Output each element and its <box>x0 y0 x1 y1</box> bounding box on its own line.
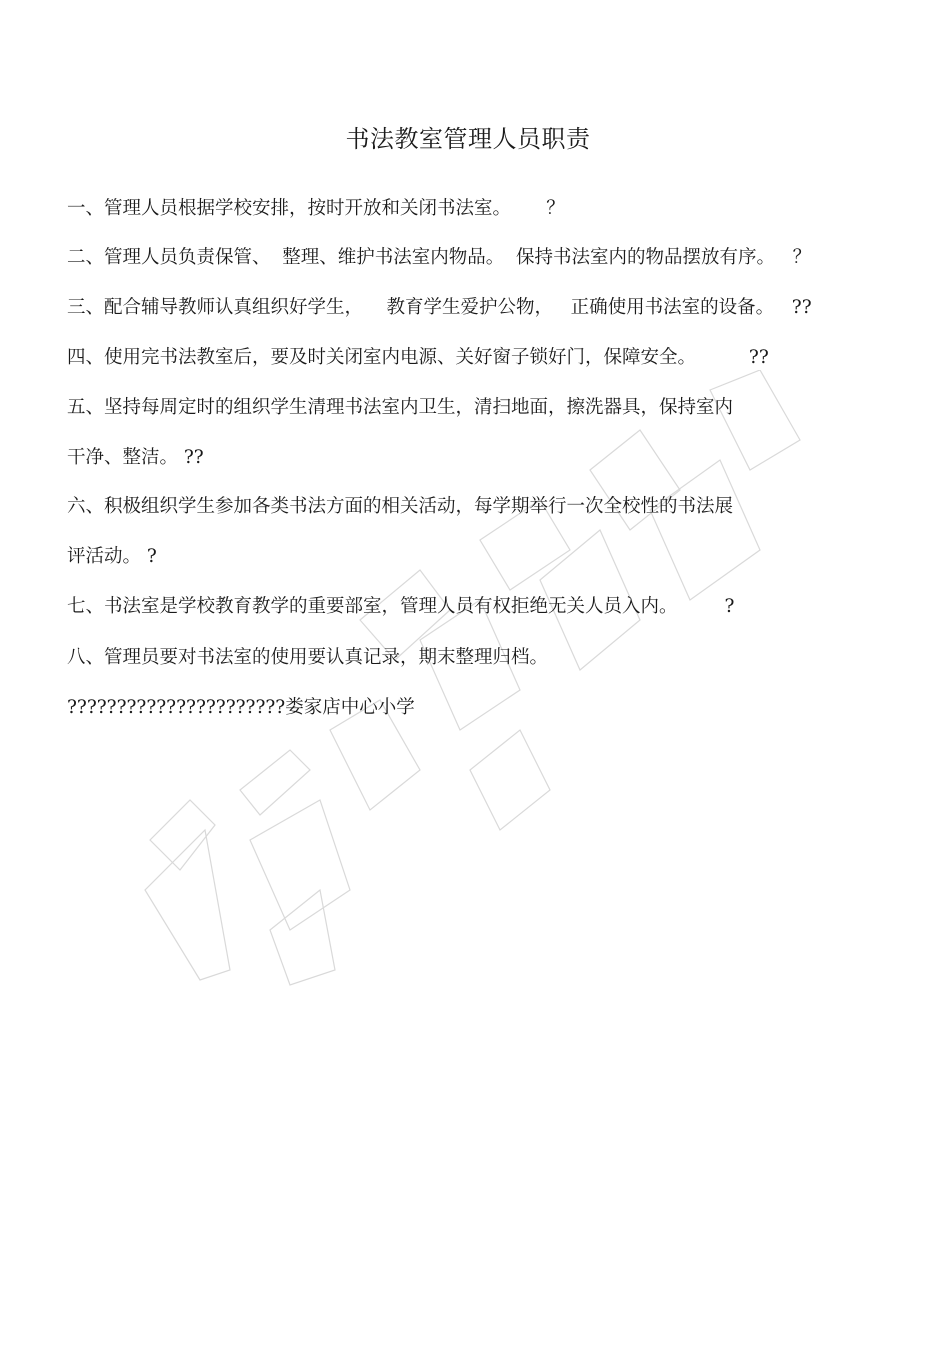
duty-line-5-cont: 干净、整洁。 ?? <box>67 447 204 468</box>
duty-line-4: 四、使用完书法教室后，要及时关闭室内电源、关好窗子锁好门，保障安全。 ?? <box>67 347 769 368</box>
duty-line-7: 七、书法室是学校教育教学的重要部室，管理人员有权拒绝无关人员入内。 ? <box>67 596 735 617</box>
duty-line-5: 五、坚持每周定时的组织学生清理书法室内卫生，清扫地面，擦洗器具，保持室内 <box>67 397 734 418</box>
watermark-graphic <box>120 370 820 990</box>
duty-line-1: 一、管理人员根据学校安排，按时开放和关闭书法室。 ？ <box>67 198 565 219</box>
duty-line-6: 六、积极组织学生参加各类书法方面的相关活动，每学期举行一次全校性的书法展 <box>67 496 734 517</box>
duty-line-3: 三、配合辅导教师认真组织好学生， 教育学生爱护公物， 正确使用书法室的设备。 ?? <box>67 297 812 318</box>
duty-line-6-cont: 评活动。 ? <box>67 546 157 567</box>
duty-line-2: 二、管理人员负责保管、 整理、维护书法室内物品。 保持书法室内的物品摆放有序。 ？ <box>67 247 812 268</box>
document-title: 书法教室管理人员职责 <box>345 125 591 153</box>
duty-line-8: 八、管理员要对书法室的使用要认真记录，期末整理归档。 <box>67 647 549 668</box>
school-signature-line: ??????????????????????娄家店中心小学 <box>67 697 415 718</box>
